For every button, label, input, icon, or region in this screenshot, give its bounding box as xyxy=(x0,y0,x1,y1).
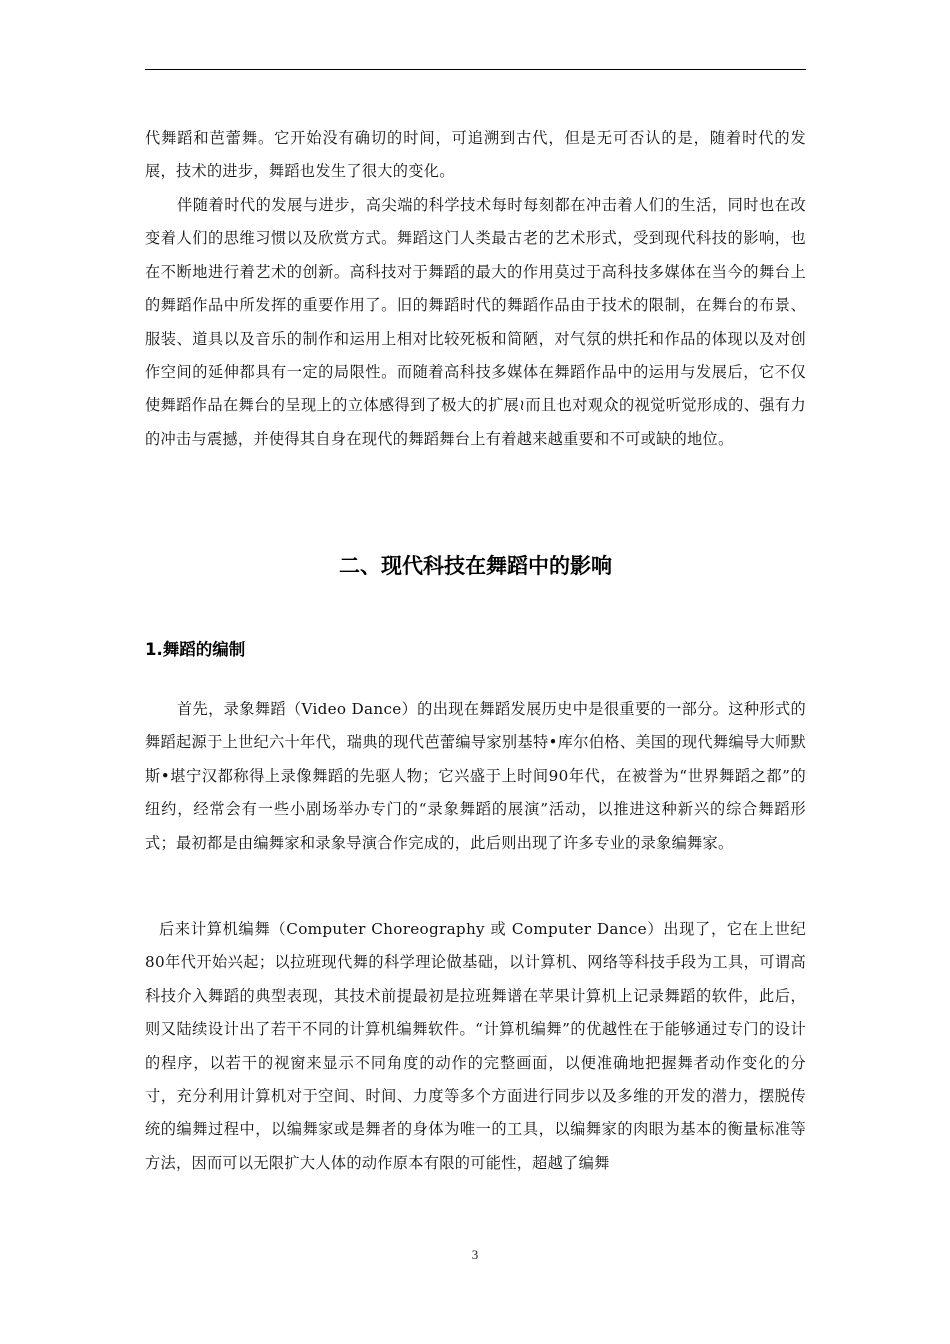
paragraph-technology-impact: 伴随着时代的发展与进步，高尖端的科学技术每时每刻都在冲击着人们的生活，同时也在改变着人们的思维习惯以及欣赏方式。舞蹈这门人类最古老的艺术形式，受到现代科技的影响，也在不断地进行着艺术的创新。高科技对于舞蹈的最大的作用莫过于高科技多媒体在当今的舞台上的舞蹈作品中所发挥的重要作用了。旧的舞蹈时代的舞蹈作品由于技术的限制，在舞台的布景、服装、道具以及音乐的制作和运用上相对比较死板和简陋，对气氛的烘托和作品的体现以及对创作空间的延伸都具有一定的局限性。而随着高科技多媒体在舞蹈作品中的运用与发展后，它不仅使舞蹈作品在舞台的呈现上的立体感得到了极大的扩展≀而且也对观众的视觉听觉形成的、强有力的冲击与震撼，并使得其自身在现代的舞蹈舞台上有着越来越重要和不可或缺的地位。 xyxy=(145,196,806,448)
paragraph-computer-dance: 后来计算机编舞（Computer Choreography 或 Computer Dance）出现了，它在上世纪80年代开始兴起；以拉班现代舞的科学理论做基础，以计算机、网络等科技手段为工具，可谓高科技介入舞蹈的典型表现，其技术前提最初是拉班舞谱在苹果计算机上记录舞蹈的软件，此后，则又陆续设计出了若干不同的计算机编舞软件。“计算机编舞”的优越性在于能够通过专门的设计的程序，以若干的视窗来显示不同角度的动作的完整画面，以便准确地把握舞者动作变化的分寸，充分利用计算机对于空间、时间、力度等多个方面进行同步以及多维的开发的潜力，摆脱传统的编舞过程中，以编舞家或是舞者的身体为唯一的工具，以编舞家的肉眼为基本的衡量标准等方法，因而可以无限扩大人体的动作原本有限的可能性，超越了编舞 xyxy=(145,920,806,1172)
subsection-heading: 1.舞蹈的编制 xyxy=(145,640,246,659)
page-number: 3 xyxy=(471,1247,479,1262)
paragraph-video-dance: 首先，录象舞蹈（Video Dance）的出现在舞蹈发展历史中是很重要的一部分。这种形式的舞蹈起源于上世纪六十年代，瑞典的现代芭蕾编导家别基特•库尔伯格、美国的现代舞编导大师默斯•堪宁汉都称得上录像舞蹈的先驱人物；它兴盛于上时间90年代，在被誉为“世界舞蹈之都”的纽约，经常会有一些小剧场举办专门的“录象舞蹈的展演”活动，以推进这种新兴的综合舞蹈形式；最初都是由编舞家和录象导演合作完成的，此后则出现了许多专业的录象编舞家。 xyxy=(145,700,806,852)
paragraph-continuation: 代舞蹈和芭蕾舞。它开始没有确切的时间，可追溯到古代，但是无可否认的是，随着时代的发展，技术的进步，舞蹈也发生了很大的变化。 xyxy=(145,129,806,181)
header-rule xyxy=(145,69,806,70)
section-heading: 二、现代科技在舞蹈中的影响 xyxy=(339,554,612,578)
